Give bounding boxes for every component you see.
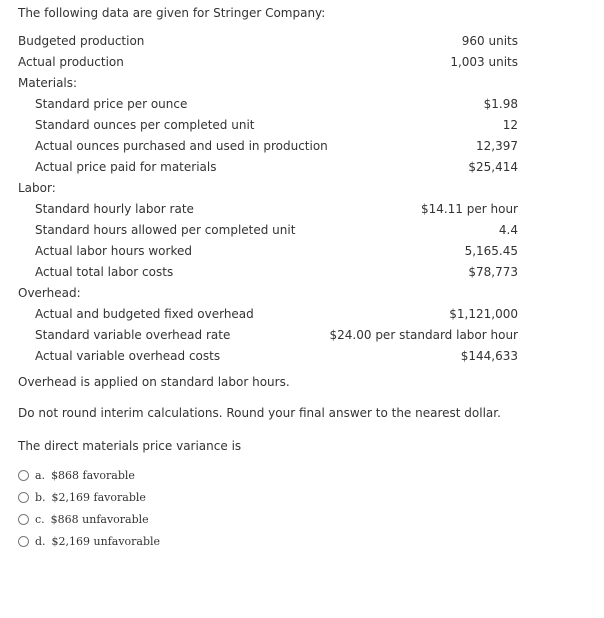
option-letter: a. <box>35 468 46 482</box>
row-label: Budgeted production <box>18 34 145 48</box>
row-value: $25,414 <box>468 160 518 174</box>
radio-button[interactable] <box>18 514 29 525</box>
answer-option-b[interactable] <box>18 489 146 505</box>
data-row-standard-hours <box>18 223 518 239</box>
data-row-standard-ounces <box>18 118 518 134</box>
radio-button[interactable] <box>18 492 29 503</box>
row-label: Actual variable overhead costs <box>35 349 221 363</box>
row-value: $24.00 per standard labor hour <box>329 328 518 342</box>
section-heading-labor <box>18 181 518 197</box>
data-row-standard-hourly-rate <box>18 202 518 218</box>
option-text: $2,169 favorable <box>51 490 146 504</box>
data-row-actual-labor-hours <box>18 244 518 260</box>
rounding-instruction: Do not round interim calculations. Round your final answer to the nearest dollar. <box>18 406 501 420</box>
answer-option-d[interactable] <box>18 533 160 549</box>
data-row-variable-overhead-costs <box>18 349 518 365</box>
answer-option-a[interactable] <box>18 467 135 483</box>
row-label: Standard hourly labor rate <box>35 202 194 216</box>
row-value: $144,633 <box>460 349 518 363</box>
overhead-note: Overhead is applied on standard labor hours. <box>18 375 290 389</box>
row-label: Actual ounces purchased and used in production <box>35 139 328 153</box>
data-row-fixed-overhead <box>18 307 518 323</box>
data-row-variable-overhead-rate <box>18 328 518 344</box>
row-value: 960 units <box>461 34 518 48</box>
row-value: $1,121,000 <box>449 307 518 321</box>
option-letter: c. <box>35 512 45 526</box>
row-label: Standard price per ounce <box>35 97 188 111</box>
row-value: 12 <box>502 118 518 132</box>
data-row-actual-ounces <box>18 139 518 155</box>
row-label: Actual production <box>18 55 124 69</box>
row-label: Actual labor hours worked <box>35 244 192 258</box>
section-label: Overhead: <box>18 286 81 300</box>
row-label: Actual and budgeted fixed overhead <box>35 307 254 321</box>
row-label: Standard ounces per completed unit <box>35 118 255 132</box>
row-label: Actual total labor costs <box>35 265 174 279</box>
radio-button[interactable] <box>18 470 29 481</box>
row-value: 12,397 <box>476 139 518 153</box>
section-heading-materials <box>18 76 518 92</box>
section-label: Materials: <box>18 76 78 90</box>
radio-button[interactable] <box>18 536 29 547</box>
row-value: 1,003 units <box>450 55 518 69</box>
option-letter: d. <box>35 534 46 548</box>
answer-option-c[interactable] <box>18 511 149 527</box>
row-value: $1.98 <box>483 97 518 111</box>
row-value: 4.4 <box>498 223 518 237</box>
section-label: Labor: <box>18 181 56 195</box>
data-row-standard-price <box>18 97 518 113</box>
data-row-actual-production <box>18 55 518 71</box>
row-value: $78,773 <box>468 265 518 279</box>
option-letter: b. <box>35 490 46 504</box>
option-text: $868 unfavorable <box>50 512 149 526</box>
data-row-actual-labor-costs <box>18 265 518 281</box>
row-value: 5,165.45 <box>464 244 518 258</box>
data-row-budgeted-production <box>18 34 518 50</box>
row-label: Standard variable overhead rate <box>35 328 231 342</box>
option-text: $868 favorable <box>51 468 135 482</box>
row-label: Standard hours allowed per completed unit <box>35 223 296 237</box>
question-prompt: The direct materials price variance is <box>18 439 242 453</box>
row-label: Actual price paid for materials <box>35 160 217 174</box>
row-value: $14.11 per hour <box>420 202 518 216</box>
data-row-actual-price-paid <box>18 160 518 176</box>
option-text: $2,169 unfavorable <box>51 534 161 548</box>
intro-text: The following data are given for Stringer Company: <box>18 6 326 20</box>
section-heading-overhead <box>18 286 518 302</box>
